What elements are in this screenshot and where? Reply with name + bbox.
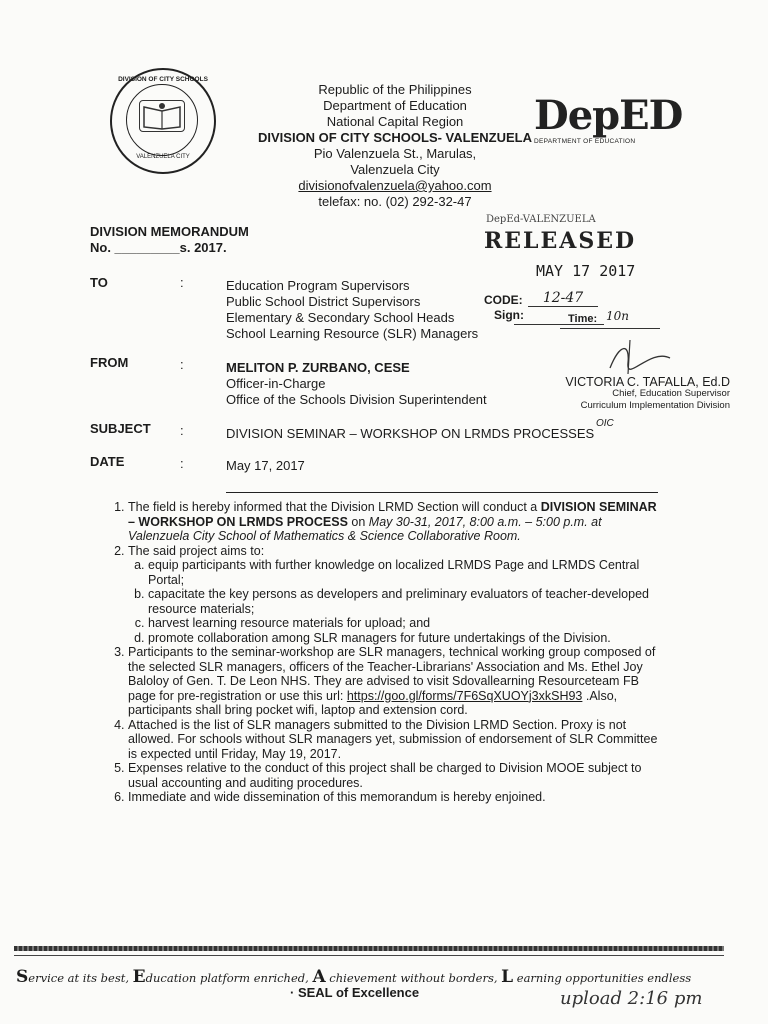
from-label: FROM: [90, 355, 129, 370]
book-icon: [139, 100, 185, 132]
motto-text: earning opportunities endless: [513, 971, 692, 985]
seal-top-text: DIVISION OF CITY SCHOOLS: [118, 76, 208, 83]
list-item: 6. Immediate and wide dissemination of this memorandum is hereby enjoined.: [128, 790, 666, 805]
signatory-name: VICTORIA C. TAFALLA, Ed.D: [565, 375, 730, 389]
upload-note: upload 2:16 pm: [560, 988, 703, 1009]
time-label: Time:: [568, 313, 598, 325]
seal-of-excellence: · SEAL of Excellence: [290, 985, 420, 1000]
code-block: [484, 293, 524, 323]
from-title: Officer-in-Charge: [226, 376, 326, 391]
deped-logo-text: DepED: [534, 92, 683, 139]
footer-motto: [16, 967, 736, 987]
list-item: d. promote collaboration among SLR managers for future undertakings of the Division.: [148, 631, 666, 646]
header-line-address: Pio Valenzuela St., Marulas,: [313, 146, 477, 161]
registration-link[interactable]: https://goo.gl/forms/7F6SqXUOYj3xkSH93: [346, 688, 583, 703]
motto-text: ervice at its best,: [28, 971, 133, 985]
header-email-link[interactable]: divisionofvalenzuela@yahoo.com: [298, 178, 492, 193]
header-line-republic: Republic of the Philippines: [318, 82, 472, 97]
list-item: [128, 544, 666, 646]
paragraph-text: The said project aims to:: [128, 543, 265, 558]
signatory-division: Curriculum Implementation Division: [580, 400, 730, 411]
list-item: 4. Attached is the list of SLR managers submitted to the Division LRMD Section. Proxy is not allowed. For schools without SLR managers yet, submission of endorsement of SLR Committee is expected until Friday, May 19, 2017.: [128, 718, 666, 762]
from-colon: :: [180, 357, 184, 372]
stamp-released: RELEASED: [484, 228, 637, 254]
seal-bottom-text: VALENZUELA CITY: [136, 154, 190, 160]
from-block: [226, 360, 487, 408]
code-label: CODE:: [484, 293, 523, 307]
to-label: TO: [90, 275, 108, 290]
from-name: MELITON P. ZURBANO, CESE: [226, 360, 410, 375]
subject-label: SUBJECT: [90, 421, 151, 436]
paragraph-text: The field is hereby informed that the Division LRMD Section will conduct a: [128, 500, 541, 514]
recipient-line: Elementary & Secondary School Heads: [226, 310, 455, 325]
date-label: DATE: [90, 454, 125, 469]
motto-initial: S: [16, 967, 29, 987]
header-line-region: National Capital Region: [326, 114, 464, 129]
event-title: DIVISION SEMINAR – WORKSHOP ON LRMDS PROCESS: [128, 500, 657, 529]
footer-divider-thin: [14, 955, 724, 956]
letterhead: [230, 82, 560, 210]
recipient-line: Public School District Supervisors: [226, 294, 421, 309]
to-colon: :: [180, 275, 184, 290]
sign-label: Sign:: [494, 308, 524, 322]
motto-initial: L: [501, 967, 514, 987]
list-item: [128, 500, 666, 544]
motto-initial: A: [312, 967, 326, 987]
motto-text: ducation platform enriched,: [145, 971, 313, 985]
deped-logo: [534, 92, 683, 145]
list-item: 5. Expenses relative to the conduct of this project shall be charged to Division MOOE subject to usual accounting and auditing procedures.: [128, 761, 666, 790]
date-colon: :: [180, 456, 184, 471]
recipient-line: School Learning Resource (SLR) Managers: [226, 326, 479, 341]
to-recipients: [226, 278, 478, 342]
recipient-line: Education Program Supervisors: [226, 278, 410, 293]
motto-text: chievement without borders,: [325, 971, 502, 985]
event-schedule: May 30-31, 2017, 8:00 a.m. – 5:00 p.m. at Valenzuela City School of Mathematics & Science Collaborative Room.: [128, 514, 602, 543]
list-item: c. harvest learning resource materials for upload; and: [148, 616, 666, 631]
memo-heading: [90, 224, 249, 256]
time-line: [560, 328, 660, 329]
memo-body: [106, 500, 666, 805]
signatory-title: Chief, Education Supervisor: [612, 388, 730, 399]
stamp-date: MAY 17 2017: [536, 262, 636, 280]
memo-number: No. _________s. 2017.: [90, 240, 227, 255]
oic-note: OIC: [596, 418, 614, 429]
signature-icon: [600, 338, 680, 378]
footer-divider: [14, 946, 724, 951]
list-item: a. equip participants with further knowledge on localized LRMDS Page and LRMDS Central Portal;: [148, 558, 666, 587]
header-telefax: telefax: no. (02) 292-32-47: [318, 194, 472, 209]
deped-logo-subtitle: DEPARTMENT OF EDUCATION: [534, 138, 636, 145]
header-line-department: Department of Education: [323, 98, 467, 113]
time-value: 10n: [606, 309, 629, 323]
from-office: Office of the Schools Division Superintendent: [226, 392, 487, 407]
list-item: b. capacitate the key persons as developers and preliminary evaluators of teacher-developed resource materials;: [148, 587, 666, 616]
header-divider: [226, 492, 658, 493]
header-line-city: Valenzuela City: [350, 162, 440, 177]
paragraph-text: on: [347, 514, 369, 529]
subject-colon: :: [180, 423, 184, 438]
memo-title: DIVISION MEMORANDUM: [90, 224, 249, 239]
signatory-block: [530, 376, 730, 412]
paragraph-text: Participants to the seminar-workshop are SLR managers, technical working group composed of the selected SLR managers, officers of the Teacher-Librarians' Association and Ms. Ethel Joy Baloloy of Gen. T. De Leon NHS. They are advised to visit Sdovallearning Resourceteam FB page for pre-registration or use this url:: [128, 645, 656, 703]
list-item: [128, 645, 666, 718]
date-value: May 17, 2017: [226, 458, 305, 473]
code-value: 12-47: [528, 290, 598, 307]
subject-value: DIVISION SEMINAR – WORKSHOP ON LRMDS PROCESSES: [226, 426, 595, 441]
division-seal: [110, 68, 216, 174]
header-line-division: DIVISION OF CITY SCHOOLS- VALENZUELA: [258, 130, 532, 145]
paragraph-text: .Also, participants shall bring pocket wifi, laptop and extension cord.: [128, 688, 618, 717]
stamp-office: DepEd-VALENZUELA: [486, 214, 596, 225]
motto-initial: E: [132, 967, 146, 987]
